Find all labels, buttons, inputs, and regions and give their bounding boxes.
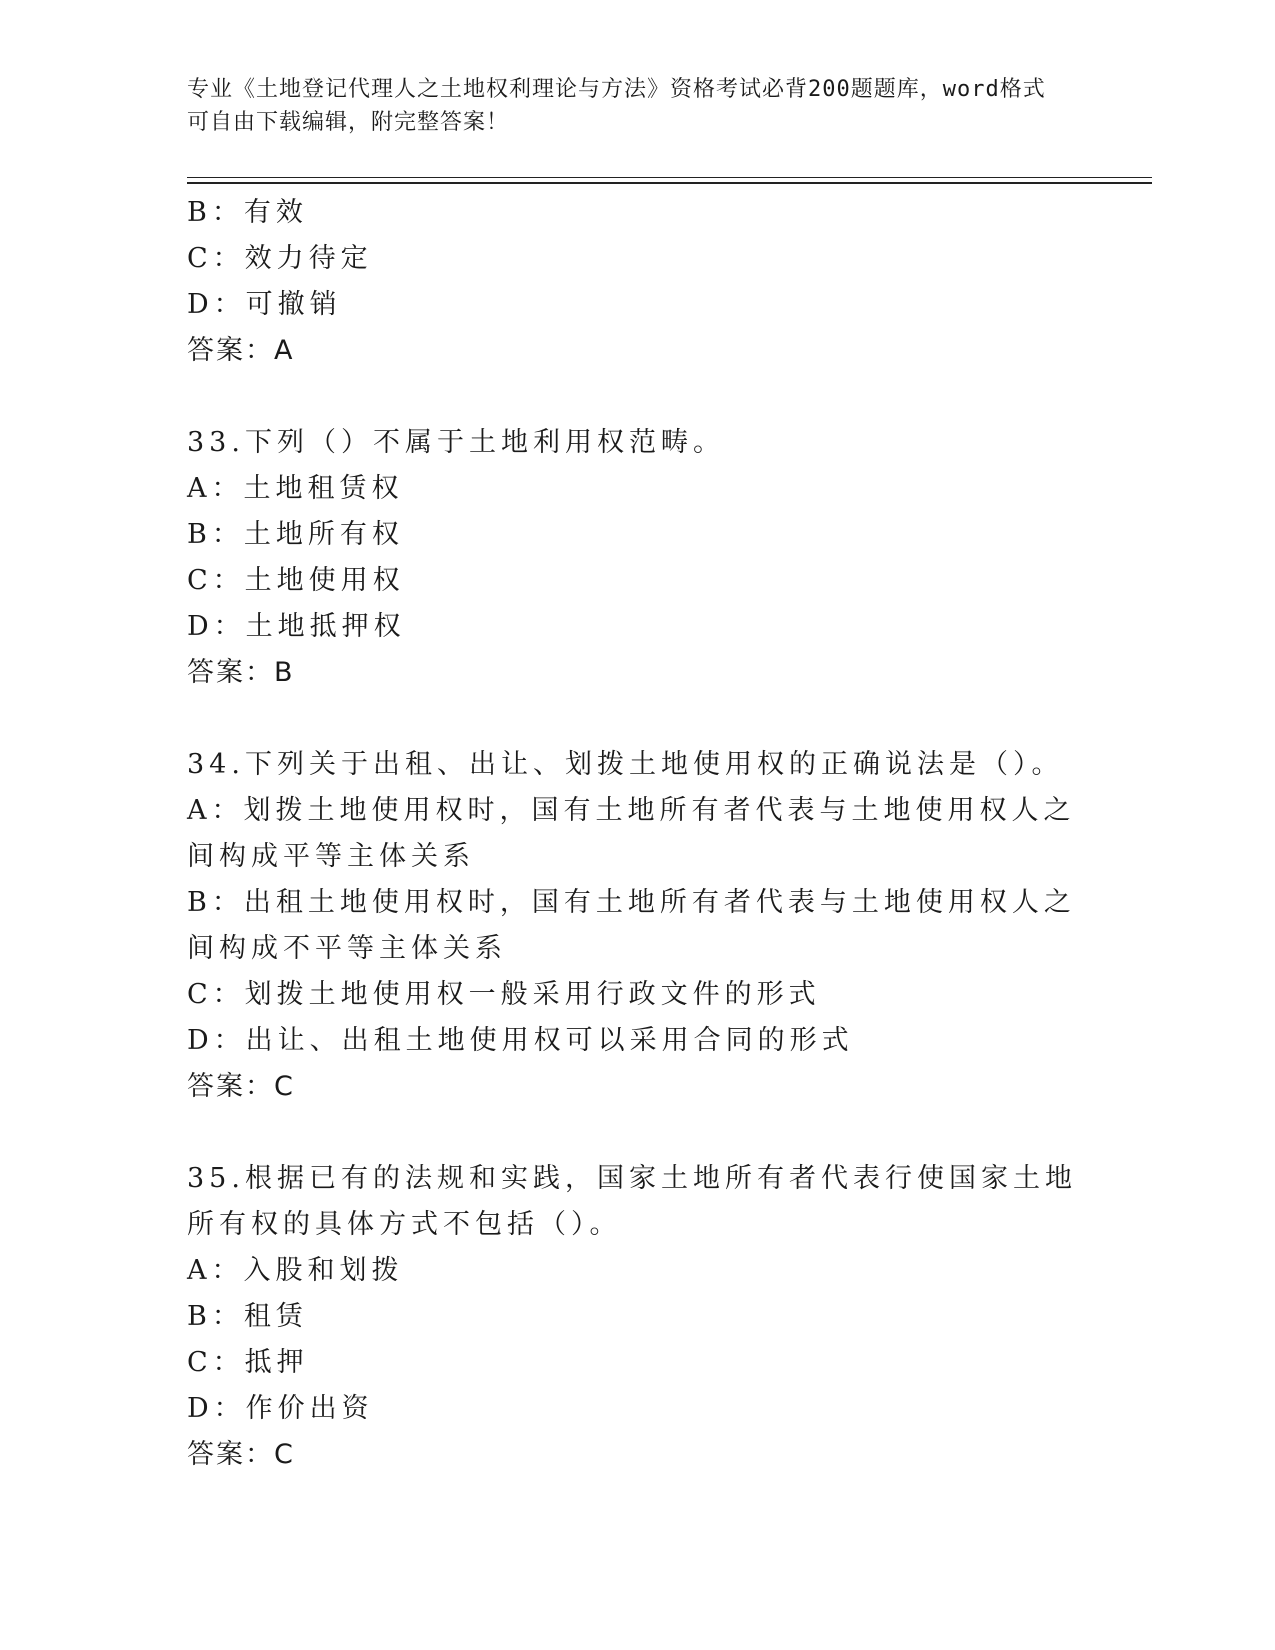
answer-line: 答案：A <box>187 335 295 366</box>
question-block-33 <box>187 420 1087 696</box>
option-d: D：可撤销 <box>187 289 342 320</box>
answer-line: 答案：B <box>187 657 295 688</box>
option-c: C：划拨土地使用权一般采用行政文件的形式 <box>187 979 821 1010</box>
option-d: D：作价出资 <box>187 1393 374 1424</box>
prev-question-block <box>187 190 1087 374</box>
question-block-34 <box>187 742 1087 1110</box>
header-divider-thin <box>187 177 1152 178</box>
question-content <box>187 190 1087 1478</box>
question-block-35 <box>187 1156 1087 1478</box>
option-d: D：出让、出租土地使用权可以采用合同的形式 <box>187 1025 854 1056</box>
answer-line: 答案：C <box>187 1439 295 1470</box>
option-b: B：租赁 <box>187 1301 308 1332</box>
header-divider-thick <box>187 182 1152 184</box>
option-d: D：土地抵押权 <box>187 611 406 642</box>
option-a: A：划拨土地使用权时，国有土地所有者代表与土地使用权人之间构成平等主体关系 <box>187 795 1076 872</box>
question-stem: 34.下列关于出租、出让、划拨土地使用权的正确说法是（）。 <box>187 749 1064 780</box>
option-c: C：抵押 <box>187 1347 309 1378</box>
option-c: C：土地使用权 <box>187 565 405 596</box>
option-a: A：入股和划拨 <box>187 1255 404 1286</box>
question-stem: 35.根据已有的法规和实践，国家土地所有者代表行使国家土地所有权的具体方式不包括（）。 <box>187 1163 1077 1240</box>
question-stem: 33.下列（）不属于土地利用权范畴。 <box>187 427 725 458</box>
document-header: 专业《土地登记代理人之土地权利理论与方法》资格考试必背200题题库，word格式可自由下载编辑，附完整答案！ <box>187 77 1046 135</box>
option-b: B：土地所有权 <box>187 519 404 550</box>
option-b: B：有效 <box>187 197 308 228</box>
option-c: C：效力待定 <box>187 243 373 274</box>
option-b: B：出租土地使用权时，国有土地所有者代表与土地使用权人之间构成不平等主体关系 <box>187 887 1076 964</box>
option-a: A：土地租赁权 <box>187 473 404 504</box>
answer-line: 答案：C <box>187 1071 295 1102</box>
